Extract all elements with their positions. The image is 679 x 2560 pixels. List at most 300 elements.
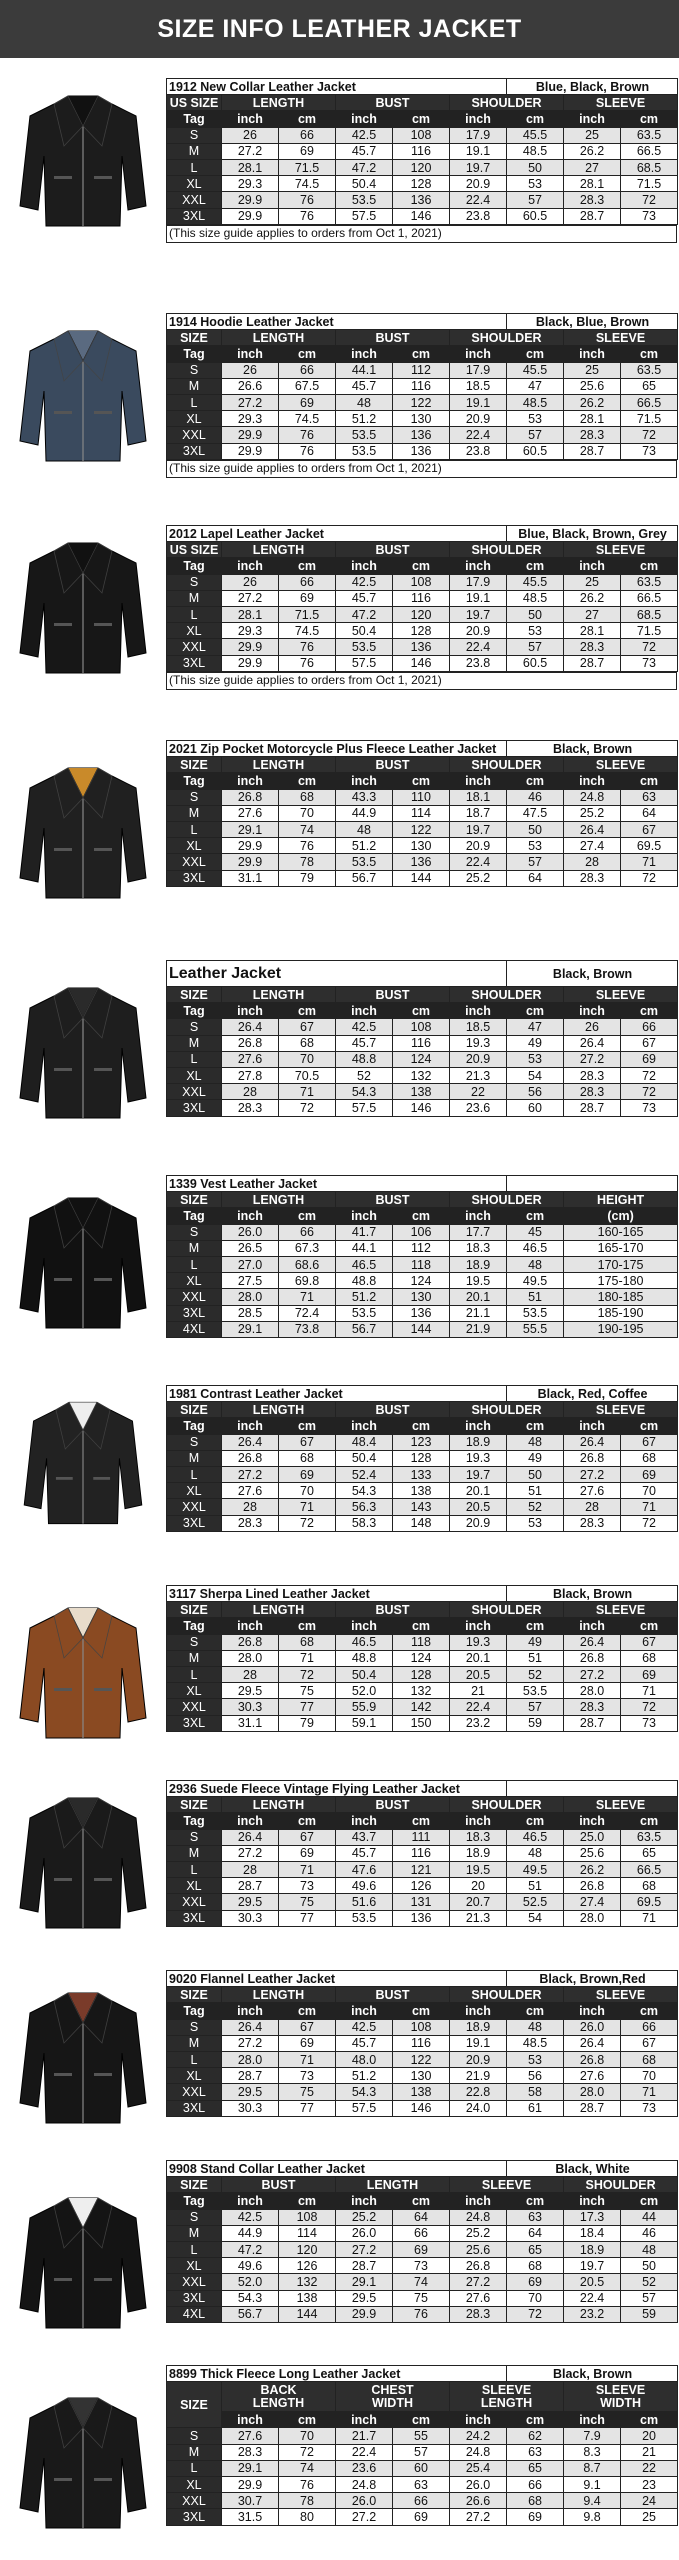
value-cell: 20.5: [450, 1499, 507, 1515]
page-title-text: SIZE INFO LEATHER JACKET: [157, 14, 522, 43]
value-cell: 27.2: [222, 143, 279, 159]
value-cell: 19.3: [450, 1035, 507, 1051]
value-cell: 28.1: [564, 623, 621, 639]
value-cell: 54.3: [336, 1084, 393, 1100]
value-cell: 25.2: [450, 2225, 507, 2241]
value-cell: 9.4: [564, 2493, 621, 2509]
value-cell: 116: [393, 590, 450, 606]
value-cell: 56.7: [222, 2306, 279, 2322]
size-table-wrap: [166, 313, 677, 478]
size-cell: XXL: [167, 427, 222, 443]
value-cell: 29.1: [222, 2460, 279, 2476]
size-cell: XXL: [167, 1084, 222, 1100]
value-cell: 44.1: [336, 362, 393, 378]
value-cell: 28: [564, 1499, 621, 1515]
size-table: [166, 1385, 678, 1532]
unit-header: inch: [564, 1618, 621, 1634]
value-cell: 69: [621, 1466, 678, 1482]
value-cell: 73: [621, 1715, 678, 1731]
unit-header: inch: [336, 1418, 393, 1434]
value-cell: 75: [393, 2290, 450, 2306]
table-row: [167, 2051, 678, 2067]
table-row: [167, 1715, 678, 1731]
value-cell: 17.9: [450, 362, 507, 378]
value-cell: 74: [279, 2460, 336, 2476]
value-cell: 76: [279, 655, 336, 671]
column-header: BUST: [336, 1797, 450, 1813]
size-cell: S: [167, 789, 222, 805]
value-cell: 130: [393, 411, 450, 427]
value-cell: 71.5: [621, 411, 678, 427]
value-cell: 63: [393, 2476, 450, 2492]
value-cell: 69.8: [279, 1273, 336, 1289]
table-row: [167, 1683, 678, 1699]
value-cell: 66: [393, 2493, 450, 2509]
value-cell: 48.5: [507, 394, 564, 410]
value-cell: 72: [621, 639, 678, 655]
table-row: [167, 1829, 678, 1845]
table-row: [167, 821, 678, 837]
value-cell: 28.3: [564, 1084, 621, 1100]
value-cell: 120: [393, 606, 450, 622]
value-cell: 57.5: [336, 2100, 393, 2116]
unit-header: cm: [621, 1418, 678, 1434]
unit-header: inch: [450, 2003, 507, 2019]
unit-header: cm: [279, 773, 336, 789]
value-cell: 26.4: [564, 2035, 621, 2051]
size-cell: L: [167, 2051, 222, 2067]
unit-header: inch: [564, 111, 621, 127]
table-row: [167, 1878, 678, 1894]
value-cell: 67: [279, 1434, 336, 1450]
value-cell: 8.7: [564, 2460, 621, 2476]
unit-header: inch: [222, 1003, 279, 1019]
unit-header: cm: [507, 1418, 564, 1434]
unit-header: inch: [222, 773, 279, 789]
value-cell: 26.8: [222, 1035, 279, 1051]
value-cell: 20.7: [450, 1894, 507, 1910]
table-row: [167, 2258, 678, 2274]
table-row: [167, 655, 678, 671]
contrast-leather-jacket-photo: [4, 1393, 162, 1533]
column-header: SLEEVE: [564, 1402, 678, 1418]
value-cell: 49.5: [507, 1273, 564, 1289]
unit-header: cm: [393, 1003, 450, 1019]
value-cell: 144: [393, 870, 450, 886]
value-cell: 28.3: [450, 2306, 507, 2322]
value-cell: 47.6: [336, 1861, 393, 1877]
size-cell: XXL: [167, 2493, 222, 2509]
value-cell: 18.5: [450, 1019, 507, 1035]
size-cell: XL: [167, 2258, 222, 2274]
column-header: SLEEVE: [564, 95, 678, 111]
value-cell: 19.3: [450, 1634, 507, 1650]
size-cell: L: [167, 1466, 222, 1482]
unit-header: cm: [393, 1813, 450, 1829]
value-cell: 53.5: [336, 192, 393, 208]
value-cell: 53.5: [336, 443, 393, 459]
value-cell: 53: [507, 176, 564, 192]
value-cell: 71.5: [621, 176, 678, 192]
unit-header: inch: [336, 346, 393, 362]
unit-header: cm: [279, 2003, 336, 2019]
value-cell: 50.4: [336, 1666, 393, 1682]
value-cell: 20.1: [450, 1650, 507, 1666]
column-header: LENGTH: [222, 1602, 336, 1618]
size-table-wrap: [166, 1175, 677, 1338]
value-cell: 53.5: [336, 854, 393, 870]
table-row: [167, 2476, 678, 2492]
value-cell: 68.5: [621, 159, 678, 175]
column-header: SHOULDER: [450, 1402, 564, 1418]
table-row: [167, 1499, 678, 1515]
size-column-header: US SIZE: [167, 542, 222, 558]
value-cell: 51.2: [336, 2068, 393, 2084]
value-cell: 26.2: [564, 590, 621, 606]
size-cell: 4XL: [167, 1321, 222, 1337]
value-cell: 53.5: [336, 427, 393, 443]
value-cell: 20.9: [450, 1051, 507, 1067]
value-cell: 28.3: [564, 1067, 621, 1083]
value-cell: 77: [279, 1699, 336, 1715]
value-cell: 45.5: [507, 127, 564, 143]
value-cell: 51.2: [336, 411, 393, 427]
size-cell: 3XL: [167, 1515, 222, 1531]
value-cell: 65: [621, 1845, 678, 1861]
value-cell: 25.6: [564, 1845, 621, 1861]
value-cell: 20.9: [450, 623, 507, 639]
value-cell: 28.0: [564, 1683, 621, 1699]
unit-header: inch: [450, 773, 507, 789]
value-cell: 25: [564, 574, 621, 590]
value-cell: 26.8: [222, 789, 279, 805]
value-cell: 71: [279, 1499, 336, 1515]
column-header: LENGTH: [222, 987, 336, 1003]
value-cell: 23.8: [450, 655, 507, 671]
value-cell: 69.5: [621, 1894, 678, 1910]
value-cell: 29.9: [222, 208, 279, 224]
value-cell: 29.3: [222, 623, 279, 639]
value-cell: 18.5: [450, 378, 507, 394]
tag-label: Tag: [167, 1003, 222, 1019]
value-cell: 66.5: [621, 143, 678, 159]
value-cell: 28: [222, 1499, 279, 1515]
value-cell: 19.7: [450, 821, 507, 837]
value-cell: 26.4: [564, 821, 621, 837]
value-cell: 48: [507, 1845, 564, 1861]
value-cell: 44: [621, 2209, 678, 2225]
column-header: SHOULDER: [450, 1602, 564, 1618]
table-row: [167, 2428, 678, 2444]
value-cell: 28.0: [564, 2084, 621, 2100]
value-cell: 74.5: [279, 623, 336, 639]
size-cell: L: [167, 2460, 222, 2476]
section-colors: Black, Brown: [507, 961, 678, 987]
value-cell: 71: [621, 1499, 678, 1515]
column-header: LENGTH: [222, 542, 336, 558]
size-cell: XL: [167, 1878, 222, 1894]
value-cell: 122: [393, 821, 450, 837]
value-cell: 76: [279, 2476, 336, 2492]
value-cell: 28: [222, 1084, 279, 1100]
value-cell: 29.5: [222, 1683, 279, 1699]
unit-header: cm: [279, 346, 336, 362]
value-cell: 74: [279, 821, 336, 837]
value-cell: 72: [621, 427, 678, 443]
value-cell: 190-195: [564, 1321, 678, 1337]
unit-header: cm: [507, 2003, 564, 2019]
value-cell: 50.4: [336, 176, 393, 192]
value-cell: 106: [393, 1224, 450, 1240]
section-colors: Blue, Black, Brown, Grey: [507, 526, 678, 542]
value-cell: 75: [279, 1683, 336, 1699]
value-cell: 73.8: [279, 1321, 336, 1337]
unit-header: cm: [279, 1813, 336, 1829]
table-row: [167, 443, 678, 459]
value-cell: 68: [279, 1035, 336, 1051]
size-cell: S: [167, 1019, 222, 1035]
size-cell: XL: [167, 2476, 222, 2492]
value-cell: 22.4: [450, 427, 507, 443]
value-cell: 19.1: [450, 2035, 507, 2051]
value-cell: 28.7: [564, 1100, 621, 1116]
value-cell: 28.0: [222, 1650, 279, 1666]
value-cell: 69: [279, 1845, 336, 1861]
value-cell: 57.5: [336, 208, 393, 224]
value-cell: 46.5: [336, 1256, 393, 1272]
unit-header: inch: [564, 1003, 621, 1019]
value-cell: 165-170: [564, 1240, 678, 1256]
table-row: [167, 2225, 678, 2241]
table-row: [167, 176, 678, 192]
value-cell: 53: [507, 838, 564, 854]
value-cell: 72: [621, 1699, 678, 1715]
value-cell: 28: [222, 1861, 279, 1877]
value-cell: 27.6: [564, 2068, 621, 2084]
value-cell: 64: [393, 2209, 450, 2225]
value-cell: 45.7: [336, 378, 393, 394]
value-cell: 60.5: [507, 655, 564, 671]
value-cell: 26.4: [564, 1035, 621, 1051]
value-cell: 71: [279, 1084, 336, 1100]
value-cell: 48.8: [336, 1273, 393, 1289]
value-cell: 23.6: [450, 1100, 507, 1116]
table-row: [167, 1240, 678, 1256]
value-cell: 63.5: [621, 1829, 678, 1845]
value-cell: 22.4: [450, 1699, 507, 1715]
table-row: [167, 1894, 678, 1910]
column-header: SLEEVE: [564, 330, 678, 346]
value-cell: 27.2: [222, 394, 279, 410]
value-cell: 46.5: [336, 1634, 393, 1650]
value-cell: 9.1: [564, 2476, 621, 2492]
value-cell: 64: [621, 805, 678, 821]
value-cell: 66: [279, 574, 336, 590]
value-cell: 72: [279, 1100, 336, 1116]
value-cell: 28.7: [336, 2258, 393, 2274]
section-title: 9908 Stand Collar Leather Jacket: [167, 2161, 507, 2177]
value-cell: 22.4: [450, 192, 507, 208]
value-cell: 45.7: [336, 1035, 393, 1051]
value-cell: 52.0: [222, 2274, 279, 2290]
value-cell: 57.5: [336, 1100, 393, 1116]
value-cell: 136: [393, 1305, 450, 1321]
value-cell: 48: [336, 394, 393, 410]
value-cell: 70: [279, 1483, 336, 1499]
value-cell: 126: [393, 1878, 450, 1894]
unit-header: inch: [336, 1618, 393, 1634]
value-cell: 70: [279, 805, 336, 821]
size-cell: L: [167, 821, 222, 837]
value-cell: 28.0: [564, 1910, 621, 1926]
value-cell: 45.7: [336, 590, 393, 606]
value-cell: 136: [393, 443, 450, 459]
unit-header: inch: [222, 346, 279, 362]
size-cell: L: [167, 159, 222, 175]
value-cell: 128: [393, 1666, 450, 1682]
value-cell: 29.9: [222, 192, 279, 208]
table-row: [167, 2019, 678, 2035]
value-cell: 49: [507, 1035, 564, 1051]
value-cell: 18.9: [450, 1845, 507, 1861]
value-cell: 76: [393, 2306, 450, 2322]
size-guide-note: (This size guide applies to orders from Oct 1, 2021): [166, 225, 677, 243]
value-cell: 20.1: [450, 1289, 507, 1305]
table-row: [167, 1450, 678, 1466]
value-cell: 28.7: [564, 208, 621, 224]
black-stand-collar-leather-jacket-photo: [4, 86, 162, 236]
size-table-wrap: [166, 525, 677, 690]
value-cell: 71: [621, 2084, 678, 2100]
column-header: BUST: [336, 987, 450, 1003]
value-cell: 108: [393, 574, 450, 590]
value-cell: 26.4: [222, 1829, 279, 1845]
unit-header: cm: [507, 1813, 564, 1829]
value-cell: 26.6: [450, 2493, 507, 2509]
section-title: Leather Jacket: [167, 961, 507, 987]
size-cell: S: [167, 2209, 222, 2225]
table-row: [167, 1321, 678, 1337]
value-cell: 50.4: [336, 623, 393, 639]
section-colors: [507, 1781, 678, 1797]
unit-header: cm: [507, 2193, 564, 2209]
value-cell: 43.3: [336, 789, 393, 805]
value-cell: 49: [507, 1634, 564, 1650]
unit-header: inch: [336, 2412, 393, 2428]
column-header: LENGTH: [222, 757, 336, 773]
value-cell: 25: [564, 127, 621, 143]
size-table: [166, 2365, 678, 2526]
value-cell: 72: [621, 1067, 678, 1083]
value-cell: 21: [621, 2444, 678, 2460]
unit-header: cm: [393, 346, 450, 362]
unit-header: cm: [507, 2412, 564, 2428]
value-cell: 53.5: [507, 1305, 564, 1321]
value-cell: 66: [279, 362, 336, 378]
value-cell: 72: [621, 1515, 678, 1531]
table-row: [167, 2241, 678, 2257]
value-cell: 20: [621, 2428, 678, 2444]
size-cell: XXL: [167, 639, 222, 655]
value-cell: 25: [621, 2509, 678, 2525]
unit-header: cm: [621, 111, 678, 127]
value-cell: 142: [393, 1699, 450, 1715]
section-title: 1914 Hoodie Leather Jacket: [167, 314, 507, 330]
value-cell: 48.5: [507, 590, 564, 606]
value-cell: 70: [279, 1051, 336, 1067]
value-cell: 68.5: [621, 606, 678, 622]
value-cell: 29.3: [222, 411, 279, 427]
column-header: SLEEVE LENGTH: [450, 2382, 564, 2412]
size-cell: M: [167, 143, 222, 159]
value-cell: 53: [507, 2051, 564, 2067]
sherpa-lined-leather-jacket-photo: [4, 1593, 162, 1753]
value-cell: 71: [621, 854, 678, 870]
value-cell: 64: [507, 2225, 564, 2241]
value-cell: 133: [393, 1466, 450, 1482]
column-header: BUST: [336, 1602, 450, 1618]
value-cell: 29.9: [222, 2476, 279, 2492]
unit-header: cm: [393, 1618, 450, 1634]
table-row: [167, 1224, 678, 1240]
unit-header: inch: [336, 1813, 393, 1829]
section-colors: Black, Brown: [507, 2366, 678, 2382]
size-table: [166, 2160, 678, 2323]
value-cell: 19.7: [450, 606, 507, 622]
value-cell: 27.4: [564, 1894, 621, 1910]
value-cell: 42.5: [336, 574, 393, 590]
value-cell: 26.0: [564, 2019, 621, 2035]
value-cell: 26.4: [564, 1434, 621, 1450]
value-cell: 60: [507, 1100, 564, 1116]
size-cell: L: [167, 2241, 222, 2257]
unit-header: inch: [450, 1418, 507, 1434]
section-title: 3117 Sherpa Lined Leather Jacket: [167, 1586, 507, 1602]
tag-label: Tag: [167, 2193, 222, 2209]
table-row: [167, 2509, 678, 2525]
size-cell: 3XL: [167, 443, 222, 459]
value-cell: 53: [507, 1051, 564, 1067]
value-cell: 53: [507, 411, 564, 427]
value-cell: 29.5: [222, 1894, 279, 1910]
unit-header: inch: [222, 558, 279, 574]
size-table: [166, 1970, 678, 2117]
value-cell: 143: [393, 1499, 450, 1515]
section-title: 2021 Zip Pocket Motorcycle Plus Fleece Leather Jacket: [167, 741, 507, 757]
column-header: SLEEVE: [450, 2177, 564, 2193]
size-cell: L: [167, 1051, 222, 1067]
value-cell: 76: [279, 838, 336, 854]
size-cell: XL: [167, 176, 222, 192]
value-cell: 27.2: [222, 1845, 279, 1861]
table-row: [167, 1466, 678, 1482]
unit-header: cm: [393, 1208, 450, 1224]
table-row: [167, 378, 678, 394]
value-cell: 26.0: [450, 2476, 507, 2492]
table-row: [167, 427, 678, 443]
size-cell: 3XL: [167, 655, 222, 671]
table-row: [167, 1289, 678, 1305]
value-cell: 71.5: [279, 606, 336, 622]
value-cell: 21.3: [450, 1067, 507, 1083]
table-row: [167, 574, 678, 590]
size-cell: M: [167, 1845, 222, 1861]
value-cell: 124: [393, 1650, 450, 1666]
value-cell: 47.2: [222, 2241, 279, 2257]
value-cell: 48.5: [507, 143, 564, 159]
value-cell: 52.5: [507, 1894, 564, 1910]
value-cell: 26.0: [336, 2493, 393, 2509]
